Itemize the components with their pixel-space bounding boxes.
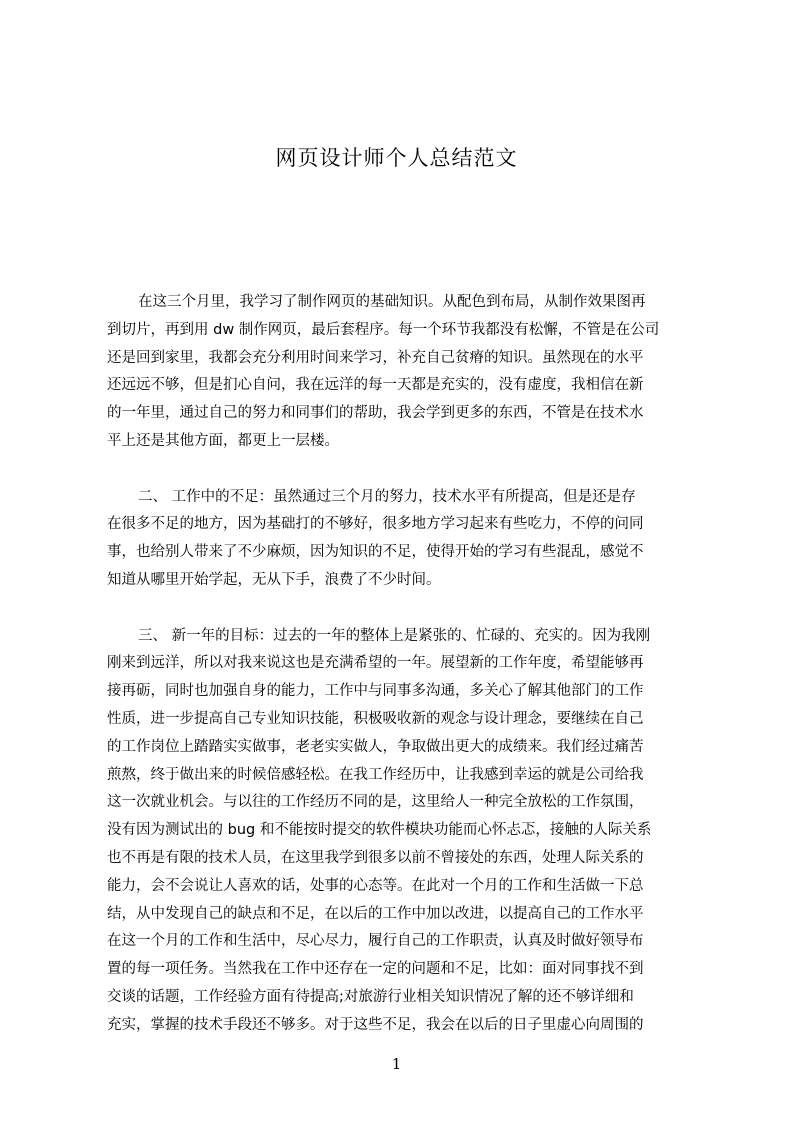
paragraph-line: 到切片，再到用 dw 制作网页，最后套程序。每一个环节我都没有松懈，不管是在公司 [107,321,660,338]
paragraph-line: 结，从中发现自己的缺点和不足，在以后的工作中加以改进，以提高自己的工作水平 [107,905,644,922]
paragraph-line: 煎熬，终于做出来的时候倍感轻松。在我工作经历中，让我感到幸运的就是公司给我 [107,766,644,783]
paragraph-line: 这一次就业机会。与以往的工作经历不同的是，这里给人一种完全放松的工作氛围， [107,794,644,811]
document-title: 网页设计师个人总结范文 [275,146,518,170]
paragraph-line: 三、 新一年的目标：过去的一年的整体上是紧张的、忙碌的、充实的。因为我刚 [138,627,651,644]
paragraph-line: 还是回到家里，我都会充分利用时间来学习，补充自己贫瘠的知识。虽然现在的水平 [107,349,644,366]
paragraph-gap [107,595,699,623]
paragraph-line: 交谈的话题，工作经验方面有待提高;对旅游行业相关知识情况了解的还不够详细和 [107,988,634,1005]
paragraph-line: 知道从哪里开始学起，无从下手，浪费了不少时间。 [107,571,441,588]
paragraph-line: 刚来到远洋，所以对我来说这也是充满希望的一年。展望新的工作年度，希望能够再 [107,655,644,672]
paragraph-line: 的一年里，通过自己的努力和同事们的帮助，我会学到更多的东西，不管是在技术水 [107,405,644,422]
paragraph-line: 平上还是其他方面，都更上一层楼。 [107,432,339,449]
paragraph-line: 在很多不足的地方，因为基础打的不够好，很多地方学习起来有些吃力，不停的问同 [107,516,644,533]
paragraph-line: 在这一个月的工作和生活中，尽心尽力，履行自己的工作职责，认真及时做好领导布 [107,933,644,950]
paragraph-line: 在这三个月里，我学习了制作网页的基础知识。从配色到布局，从制作效果图再 [138,294,646,310]
document-body [107,289,699,1040]
paragraph-gap [107,456,699,484]
page-number: 1 [391,1055,402,1073]
paragraph-line: 置的每一项任务。当然我在工作中还存在一定的问题和不足，比如：面对同事找不到 [107,961,644,978]
paragraph-line: 还远远不够，但是扪心自问，我在远洋的每一天都是充实的，没有虚度，我相信在新 [107,377,644,394]
paragraph-line: 的工作岗位上踏踏实实做事，老老实实做人，争取做出更大的成绩来。我们经过痛苦 [107,738,644,755]
paragraph-line: 也不再是有限的技术人员，在这里我学到很多以前不曾接处的东西，处理人际关系的 [107,849,644,866]
paragraph-line: 没有因为测试出的 bug 和不能按时提交的软件模块功能而心怀忐忑，接触的人际关系 [107,822,652,839]
paragraph-line: 接再砺，同时也加强自身的能力，工作中与同事多沟通，多关心了解其他部门的工作 [107,683,644,700]
paragraph-line: 能力，会不会说让人喜欢的话，处事的心态等。在此对一个月的工作和生活做一下总 [107,877,644,894]
paragraph-line: 性质，进一步提高自己专业知识技能，积极吸收新的观念与设计理念，要继续在自己 [107,710,644,727]
paragraph-line: 充实，掌握的技术手段还不够多。对于这些不足，我会在以后的日子里虚心向周围的 [107,1016,644,1033]
paragraph-line: 二、 工作中的不足：虽然通过三个月的努力，技术水平有所提高，但是还是存 [138,488,636,505]
paragraph-line: 事，也给别人带来了不少麻烦，因为知识的不足，使得开始的学习有些混乱，感觉不 [107,544,644,561]
